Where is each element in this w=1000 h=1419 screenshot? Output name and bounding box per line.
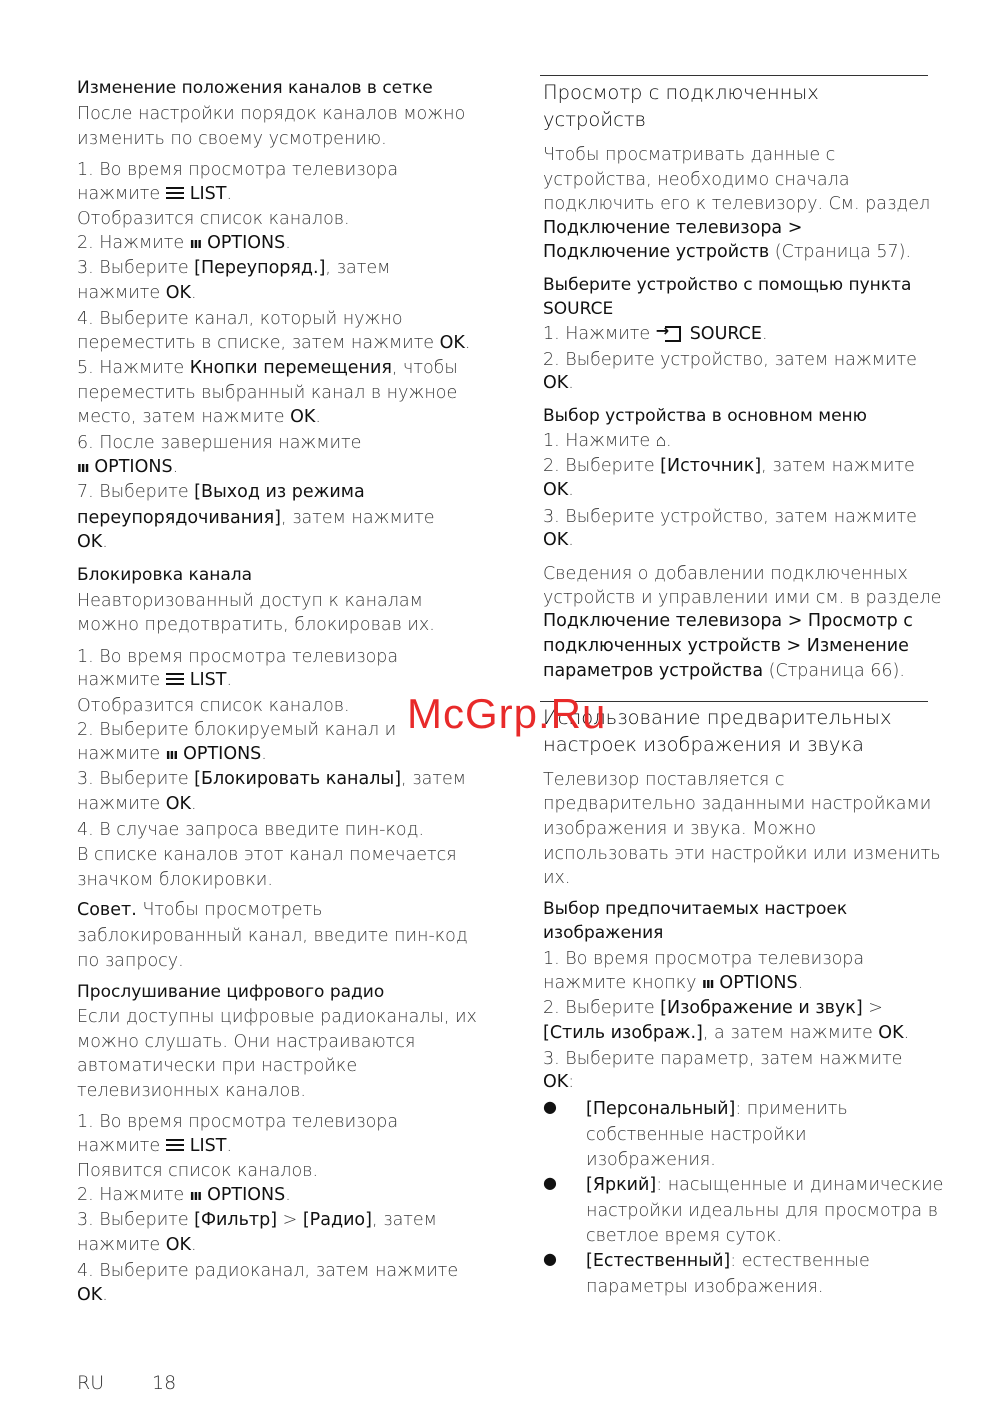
step-line: нажмите ııı OPTIONS.	[77, 742, 267, 767]
bullet-line: настройки идеальны для просмотра в	[586, 1201, 938, 1221]
step-line: 1. Нажмите →SOURCE.	[543, 322, 768, 346]
step-line: нажмите LIST.	[77, 1136, 233, 1156]
step-line: [Стиль изображ.], а затем нажмите OK.	[543, 1023, 910, 1043]
step-line: нажмите кнопку ııı OPTIONS.	[543, 971, 803, 996]
options-icon: ııı	[189, 1188, 202, 1204]
bullet-item: [Естественный]: естественные	[586, 1251, 870, 1271]
paragraph-line: использовать эти настройки или изменить	[543, 844, 941, 864]
source-icon	[656, 326, 682, 340]
bullet-icon: ●	[543, 1173, 557, 1192]
step-line: OK.	[77, 532, 108, 552]
step-line: 3. Выберите [Блокировать каналы], затем	[77, 769, 466, 789]
paragraph-line: изображения и звука. Можно	[543, 819, 817, 839]
section-title: Изменение положения каналов в сетке	[77, 78, 433, 98]
step-line: OK:	[543, 1072, 575, 1092]
step-line: OK.	[543, 530, 574, 550]
step-line: 2. Выберите [Изображение и звук] >	[543, 998, 883, 1018]
paragraph-line: Неавторизованный доступ к каналам	[77, 591, 423, 611]
paragraph-line: устройств и управлении ими см. в разделе	[543, 588, 942, 608]
step-line: нажмите OK.	[77, 794, 197, 814]
step-line: OK.	[543, 480, 574, 500]
section-heading: устройств	[543, 108, 646, 131]
step-line: переместить в списке, затем нажмите OK.	[77, 333, 471, 353]
step-line: 1. Во время просмотра телевизора	[77, 160, 399, 180]
bullet-line: светлое время суток.	[586, 1226, 782, 1246]
step-line: значком блокировки.	[77, 870, 273, 890]
step-line: 4. Выберите канал, который нужно	[77, 309, 403, 329]
section-divider	[540, 75, 928, 76]
list-icon	[166, 186, 184, 200]
step-line: переместить выбранный канал в нужное	[77, 383, 458, 403]
step-line: 3. Выберите параметр, затем нажмите	[543, 1049, 903, 1069]
step-line: 2. Нажмите ııı OPTIONS.	[77, 1183, 291, 1208]
step-line: 3. Выберите устройство, затем нажмите	[543, 507, 917, 527]
section-heading: Использование предварительных	[543, 706, 892, 729]
step-line: OK.	[77, 1285, 108, 1305]
step-line: 2. Выберите устройство, затем нажмите	[543, 350, 917, 370]
step-line: 3. Выберите [Фильтр] > [Радио], затем	[77, 1210, 437, 1230]
paragraph-line: изменить по своему усмотрению.	[77, 129, 387, 149]
section-title: Выберите устройство с помощью пункта	[543, 275, 912, 295]
footer-language: RU	[77, 1372, 105, 1394]
list-icon	[166, 1138, 184, 1152]
section-title: Прослушивание цифрового радио	[77, 982, 385, 1002]
paragraph-line: устройства, необходимо сначала	[543, 170, 850, 190]
step-line: 1. Во время просмотра телевизора	[77, 647, 399, 667]
section-title: Блокировка канала	[77, 565, 253, 585]
step-line: 3. Выберите [Переупоряд.], затем	[77, 258, 391, 278]
paragraph-line: телевизионных каналов.	[77, 1081, 306, 1101]
tip-line: заблокированный канал, введите пин-код	[77, 926, 468, 946]
section-title: Выбор предпочитаемых настроек	[543, 899, 848, 919]
step-line: Отобразится список каналов.	[77, 209, 350, 229]
paragraph-line: Чтобы просматривать данные с	[543, 145, 836, 165]
step-line: 4. В случае запроса введите пин-код.	[77, 820, 425, 840]
step-line: OK.	[543, 373, 574, 393]
step-line: 6. После завершения нажмите	[77, 433, 362, 453]
section-heading: настроек изображения и звука	[543, 733, 864, 756]
step-line: 4. Выберите радиоканал, затем нажмите	[77, 1261, 459, 1281]
paragraph-line: Подключение устройств (Страница 57).	[543, 242, 912, 262]
bullet-icon: ●	[543, 1249, 557, 1268]
options-icon: ııı	[77, 460, 89, 476]
step-line: нажмите OK.	[77, 1235, 197, 1255]
paragraph-line: параметров устройства (Страница 66).	[543, 661, 905, 681]
step-line: 1. Во время просмотра телевизора	[77, 1112, 399, 1132]
options-icon: ııı	[165, 747, 178, 763]
step-line: ııı OPTIONS.	[77, 455, 178, 480]
paragraph-line: автоматически при настройке	[77, 1056, 358, 1076]
paragraph-line: Телевизор поставляется с	[543, 770, 785, 790]
watermark: McGrp.Ru	[407, 690, 607, 737]
paragraph-line: Сведения о добавлении подключенных	[543, 564, 908, 584]
paragraph-line: подключить его к телевизору. См. раздел	[543, 194, 931, 214]
paragraph-line: После настройки порядок каналов можно	[77, 104, 466, 124]
paragraph-line: Подключение телевизора >	[543, 218, 803, 238]
section-title: Выбор устройства в основном меню	[543, 406, 867, 426]
step-line: нажмите LIST.	[77, 670, 233, 690]
home-icon: ⌂	[655, 431, 666, 451]
step-line: нажмите OK.	[77, 283, 197, 303]
options-icon: ııı	[702, 976, 714, 992]
step-line: 5. Нажмите Кнопки перемещения, чтобы	[77, 358, 458, 378]
step-line: Появится список каналов.	[77, 1161, 319, 1181]
step-line: 1. Во время просмотра телевизора	[543, 949, 865, 969]
page-number: 18	[152, 1372, 177, 1394]
step-line: переупорядочивания], затем нажмите	[77, 508, 435, 528]
section-title: SOURCE	[543, 299, 614, 319]
bullet-line: изображения.	[586, 1150, 716, 1170]
step-line: 2. Выберите блокируемый канал и	[77, 720, 397, 740]
paragraph-line: Подключение телевизора > Просмотр с	[543, 611, 913, 631]
step-line: место, затем нажмите OK.	[77, 407, 321, 427]
step-line: В списке каналов этот канал помечается	[77, 845, 457, 865]
paragraph-line: Если доступны цифровые радиоканалы, их	[77, 1007, 477, 1027]
step-line: Отобразится список каналов.	[77, 696, 350, 716]
section-heading: Просмотр с подключенных	[543, 81, 819, 104]
paragraph-line: предварительно заданными настройками	[543, 794, 932, 814]
paragraph-line: можно предотвратить, блокировав их.	[77, 615, 435, 635]
bullet-item: [Персональный]: применить	[586, 1099, 848, 1119]
options-icon: ııı	[189, 236, 202, 252]
bullet-item: [Яркий]: насыщенные и динамические	[586, 1175, 944, 1195]
tip-line: Совет. Чтобы просмотреть	[77, 900, 323, 920]
bullet-icon: ●	[543, 1097, 557, 1116]
step-line: 2. Выберите [Источник], затем нажмите	[543, 456, 915, 476]
step-line: 7. Выберите [Выход из режима	[77, 482, 365, 502]
paragraph-line: подключенных устройств > Изменение	[543, 636, 909, 656]
step-line: нажмите LIST.	[77, 184, 233, 204]
step-line: 2. Нажмите ııı OPTIONS.	[77, 231, 291, 256]
list-icon	[166, 672, 184, 686]
step-line: 1. Нажмите ⌂.	[543, 431, 672, 451]
paragraph-line: можно слушать. Они настраиваются	[77, 1032, 416, 1052]
section-title: изображения	[543, 923, 664, 943]
bullet-line: параметры изображения.	[586, 1277, 824, 1297]
bullet-line: собственные настройки	[586, 1125, 807, 1145]
tip-line: по запросу.	[77, 951, 184, 971]
paragraph-line: их.	[543, 868, 571, 888]
